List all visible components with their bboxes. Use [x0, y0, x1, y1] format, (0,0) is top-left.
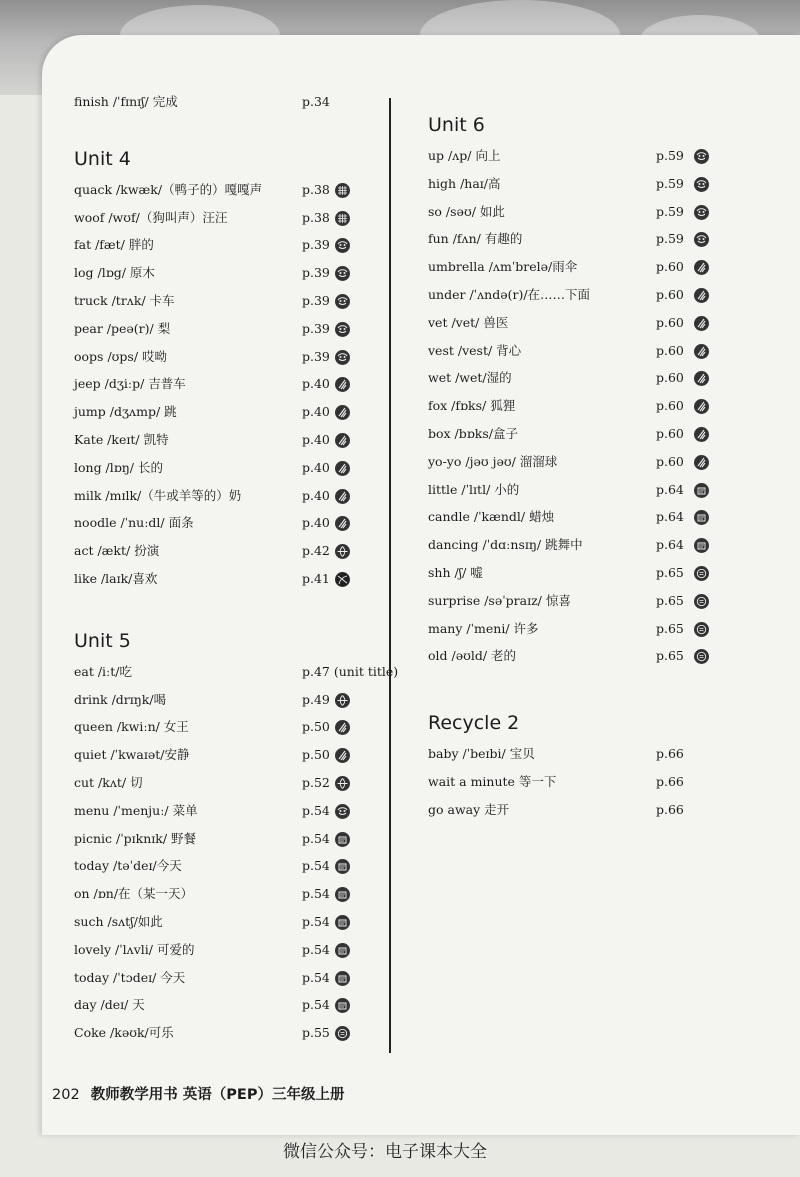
vocab-row — [422, 198, 722, 226]
vocab-row — [422, 225, 722, 253]
vocab-word: yo-yo /jəʊ jəʊ/ 溜溜球 — [428, 453, 558, 469]
page-footer — [52, 1083, 344, 1104]
page-reference: p.59 — [656, 231, 684, 247]
chant-icon — [694, 594, 709, 609]
vocab-word: woof /wʊf/（狗叫声）汪汪 — [74, 209, 228, 225]
vocab-row — [422, 448, 722, 476]
vocab-word: Coke /kəʊk/可乐 — [74, 1025, 174, 1041]
vocab-row — [422, 476, 722, 504]
unit-6-heading: Unit 6 — [428, 114, 485, 136]
lets-do-icon — [694, 260, 709, 275]
lets-do-icon — [694, 344, 709, 359]
vocab-row — [68, 343, 368, 371]
story-icon — [335, 915, 350, 930]
vocab-word: today /ˈtɔdeɪ/ 今天 — [74, 969, 186, 985]
vocab-row — [422, 503, 722, 531]
page-reference: p.65 — [656, 564, 684, 580]
vocab-row — [68, 287, 368, 315]
lets-learn-icon — [335, 294, 350, 309]
vocab-word: wet /wet/湿的 — [428, 370, 512, 386]
vocab-word: long /lɒŋ/ 长的 — [74, 459, 163, 475]
story-icon — [694, 538, 709, 553]
page-reference: p.40 — [302, 376, 330, 392]
vocab-row — [68, 658, 399, 686]
page-reference: p.60 — [656, 286, 684, 302]
chant-icon — [694, 622, 709, 637]
lets-learn-icon — [694, 232, 709, 247]
vocab-row — [422, 587, 722, 615]
lets-learn-icon — [694, 149, 709, 164]
vocab-row — [68, 176, 368, 204]
vocab-word: cut /kʌt/ 切 — [74, 774, 143, 790]
page-reference: p.66 — [656, 746, 684, 762]
vocab-word: Kate /keɪt/ 凯特 — [74, 431, 169, 447]
vocab-word: baby /ˈbeɪbi/ 宝贝 — [428, 746, 535, 762]
page-reference: p.52 — [302, 774, 330, 790]
chant-icon — [694, 649, 709, 664]
vocab-word: vet /vet/ 兽医 — [428, 314, 509, 330]
page-reference: p.40 — [302, 515, 330, 531]
page-reference: p.40 — [302, 459, 330, 475]
recycle-2-heading: Recycle 2 — [428, 712, 520, 735]
lets-learn-icon — [694, 177, 709, 192]
page-reference: p.49 — [302, 691, 330, 707]
page-reference: p.54 — [302, 997, 330, 1013]
vocab-row — [422, 559, 722, 587]
page-reference: p.39 — [302, 320, 330, 336]
ball-icon — [335, 572, 350, 587]
page-reference: p.54 — [302, 830, 330, 846]
vocab-word: old /əʊld/ 老的 — [428, 648, 517, 664]
page-reference: p.60 — [656, 370, 684, 386]
lets-do-icon — [335, 433, 350, 448]
page-reference: p.64 — [656, 481, 684, 497]
lets-do-icon — [694, 288, 709, 303]
page-reference: p.65 — [656, 620, 684, 636]
vocab-word: wait a minute 等一下 — [428, 773, 557, 789]
vocab-word: high /haɪ/高 — [428, 175, 501, 191]
right-column — [422, 112, 722, 824]
page-reference: p.39 — [302, 237, 330, 253]
page-reference: p.39 — [302, 265, 330, 281]
vocab-word: fun /fʌn/ 有趣的 — [428, 231, 523, 247]
page-reference: p.59 — [656, 148, 684, 163]
vocab-word: umbrella /ʌmˈbrelə/雨伞 — [428, 259, 578, 275]
vocab-row — [68, 259, 368, 287]
vocab-word: picnic /ˈpɪknɪk/ 野餐 — [74, 830, 197, 846]
lets-talk-icon — [335, 211, 350, 226]
lets-learn-icon — [335, 322, 350, 337]
page-reference: p.50 — [302, 747, 330, 763]
page-reference: p.60 — [656, 398, 684, 414]
lets-play-icon — [335, 544, 350, 559]
page-reference: p.55 — [302, 1025, 330, 1041]
lets-do-icon — [694, 455, 709, 470]
vocab-row — [422, 420, 722, 448]
vocab-word: like /laɪk/喜欢 — [74, 570, 158, 586]
vocab-word: dancing /ˈdɑːnsɪŋ/ 跳舞中 — [428, 537, 583, 553]
vocab-row — [68, 880, 368, 908]
page-reference: p.59 — [656, 203, 684, 219]
page-reference: p.34 — [302, 94, 330, 109]
vocab-word: noodle /ˈnuːdl/ 面条 — [74, 515, 194, 531]
page-reference: p.59 — [656, 175, 684, 191]
vocab-word: drink /drɪŋk/喝 — [74, 691, 167, 707]
vocab-row — [68, 315, 368, 343]
vocab-row — [422, 740, 722, 768]
vocab-row — [422, 309, 722, 337]
page-reference: p.54 — [302, 969, 330, 985]
unit-5-list — [68, 658, 399, 1047]
vocab-row — [422, 531, 722, 559]
vocab-row — [68, 398, 368, 426]
page-reference: p.60 — [656, 342, 684, 358]
vocab-word: menu /ˈmenjuː/ 菜单 — [74, 802, 198, 818]
vocab-word: oops /ʊps/ 哎呦 — [74, 348, 168, 364]
vocab-word: vest /vest/ 背心 — [428, 342, 522, 358]
vocab-row — [422, 170, 722, 198]
page-reference: p.60 — [656, 259, 684, 275]
page-reference: p.64 — [656, 537, 684, 553]
page-reference: p.54 — [302, 802, 330, 818]
vocab-word: many /ˈmeni/ 许多 — [428, 620, 539, 636]
vocab-word: little /ˈlɪtl/ 小的 — [428, 481, 520, 497]
page-reference: p.40 — [302, 487, 330, 503]
vocab-row — [422, 615, 722, 643]
vocab-word: go away 走开 — [428, 801, 510, 817]
story-icon — [335, 832, 350, 847]
vocab-row — [422, 768, 722, 796]
vocab-word: surprise /səˈpraɪz/ 惊喜 — [428, 592, 571, 608]
vocab-row — [68, 852, 368, 880]
page-reference: p.42 — [302, 543, 330, 559]
vocab-word: up /ʌp/ 向上 — [428, 148, 501, 163]
page-reference: p.65 — [656, 648, 684, 664]
page-number: 202 — [52, 1087, 80, 1103]
vocab-word: candle /ˈkændl/ 蜡烛 — [428, 509, 555, 525]
vocab-row — [68, 825, 368, 853]
vocab-row — [68, 204, 368, 232]
vocab-row — [422, 392, 722, 420]
lets-do-icon — [335, 516, 350, 531]
vocab-word: day /deɪ/ 天 — [74, 997, 145, 1013]
page-reference: p.65 — [656, 592, 684, 608]
vocab-row — [422, 253, 722, 281]
vocab-row — [68, 426, 368, 454]
vocab-word: quack /kwæk/（鸭子的）嘎嘎声 — [74, 181, 263, 197]
page-reference: p.60 — [656, 453, 684, 469]
vocab-row — [68, 537, 368, 565]
recycle-2-list — [422, 740, 722, 823]
lets-do-icon — [335, 748, 350, 763]
vocab-row — [68, 686, 368, 714]
page-reference: p.38 — [302, 209, 330, 225]
page-reference: p.54 — [302, 886, 330, 902]
page-reference: p.47 (unit title) — [302, 663, 399, 679]
column-divider — [389, 98, 391, 1053]
vocab-word: jump /dʒʌmp/ 跳 — [74, 404, 177, 420]
unit-6-list — [422, 142, 722, 670]
vocab-word: fox /fɒks/ 狐狸 — [428, 398, 516, 414]
lets-do-icon — [335, 461, 350, 476]
vocab-row — [68, 88, 368, 116]
vocab-row — [68, 565, 368, 593]
page-reference: p.64 — [656, 509, 684, 525]
page-reference: p.39 — [302, 348, 330, 364]
lets-learn-icon — [694, 205, 709, 220]
page-reference: p.66 — [656, 773, 684, 789]
page-reference: p.54 — [302, 858, 330, 874]
unit-5-heading: Unit 5 — [74, 629, 131, 652]
story-icon — [335, 943, 350, 958]
vocab-word: fat /fæt/ 胖的 — [74, 237, 154, 253]
chant-icon — [335, 1026, 350, 1041]
watermark-text: 微信公众号：电子课本大全 — [283, 1142, 487, 1162]
page-reference: p.41 — [302, 570, 330, 586]
vocab-row — [422, 642, 722, 670]
vocab-word: finish /ˈfɪnɪʃ/ 完成 — [74, 94, 178, 109]
lets-do-icon — [335, 720, 350, 735]
vocab-row — [422, 281, 722, 309]
vocab-row — [68, 908, 368, 936]
lets-learn-icon — [335, 238, 350, 253]
lets-talk-icon — [335, 183, 350, 198]
vocab-row — [68, 1019, 368, 1047]
left-column — [68, 88, 399, 1047]
story-icon — [335, 859, 350, 874]
vocab-row — [68, 936, 368, 964]
lets-do-icon — [335, 489, 350, 504]
page-reference: p.54 — [302, 941, 330, 957]
vocab-word: eat /iːt/吃 — [74, 663, 133, 679]
vocab-word: lovely /ˈlʌvli/ 可爱的 — [74, 941, 195, 957]
vocab-row — [422, 364, 722, 392]
vocab-word: shh /ʃ/ 嘘 — [428, 564, 483, 580]
vocab-row — [68, 509, 368, 537]
book-title: 教师教学用书 英语（PEP）三年级上册 — [90, 1087, 345, 1103]
vocab-row — [68, 769, 368, 797]
unit-4-heading: Unit 4 — [74, 147, 131, 170]
lets-do-icon — [694, 316, 709, 331]
vocab-word: such /sʌtʃ/如此 — [74, 913, 163, 929]
story-icon — [335, 971, 350, 986]
story-icon — [335, 887, 350, 902]
vocab-row — [68, 370, 368, 398]
lets-learn-icon — [335, 266, 350, 281]
page-reference: p.39 — [302, 292, 330, 308]
page-reference: p.40 — [302, 431, 330, 447]
vocab-word: act /ækt/ 扮演 — [74, 543, 160, 559]
lets-do-icon — [335, 377, 350, 392]
chant-icon — [694, 566, 709, 581]
lets-do-icon — [335, 405, 350, 420]
vocab-word: under /ˈʌndə(r)/在……下面 — [428, 286, 591, 302]
page-reference: p.60 — [656, 314, 684, 330]
vocab-word: so /səʊ/ 如此 — [428, 203, 505, 219]
vocab-word: milk /mɪlk/（牛或羊等的）奶 — [74, 487, 242, 503]
vocab-row — [68, 964, 368, 992]
page-reference: p.66 — [656, 801, 684, 817]
vocab-row — [422, 142, 722, 170]
lets-play-icon — [335, 693, 350, 708]
vocab-word: jeep /dʒiːp/ 吉普车 — [74, 376, 186, 392]
story-icon — [694, 483, 709, 498]
vocab-word: truck /trʌk/ 卡车 — [74, 292, 175, 308]
page-reference: p.40 — [302, 404, 330, 420]
vocab-word: box /bɒks/盒子 — [428, 425, 518, 441]
vocab-word: log /lɒg/ 原木 — [74, 265, 155, 281]
lets-learn-icon — [335, 350, 350, 365]
vocab-row — [68, 797, 368, 825]
lets-do-icon — [694, 427, 709, 442]
vocab-word: on /ɒn/在（某一天） — [74, 886, 194, 902]
vocab-word: today /təˈdeɪ/今天 — [74, 858, 182, 874]
story-icon — [694, 510, 709, 525]
page-reference: p.54 — [302, 913, 330, 929]
vocab-row — [68, 482, 368, 510]
vocab-row — [68, 713, 368, 741]
lets-play-icon — [335, 776, 350, 791]
vocab-word: quiet /ˈkwaɪət/安静 — [74, 747, 190, 763]
vocab-row — [422, 796, 722, 824]
vocab-row — [68, 231, 368, 259]
story-icon — [335, 998, 350, 1013]
vocab-row — [422, 337, 722, 365]
lets-do-icon — [694, 371, 709, 386]
page-reference: p.38 — [302, 181, 330, 197]
vocab-row — [68, 741, 368, 769]
vocab-word: pear /peə(r)/ 梨 — [74, 320, 171, 336]
page-reference: p.60 — [656, 425, 684, 441]
vocab-word: queen /kwiːn/ 女王 — [74, 719, 189, 735]
vocab-row — [68, 454, 368, 482]
vocab-row — [68, 991, 368, 1019]
lets-learn-icon — [335, 804, 350, 819]
page-reference: p.50 — [302, 719, 330, 735]
unit-4-list — [68, 176, 368, 593]
lets-do-icon — [694, 399, 709, 414]
